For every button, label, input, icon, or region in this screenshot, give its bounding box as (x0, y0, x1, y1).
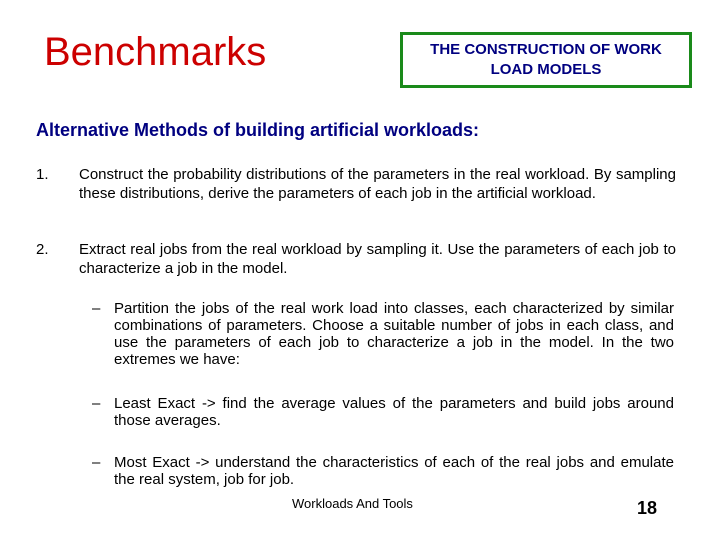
section-subtitle: Alternative Methods of building artificial workloads: (36, 120, 480, 140)
sub-item-text: Partition the jobs of the real work load into classes, each characterized by similar combinations of parameters. Choose a suitable number of jobs in each class, and use the parameters of each job to characterize a job in the model. In the two extremes we have: (114, 300, 674, 368)
sub-item-3 (92, 454, 674, 488)
page-number: 18 (637, 498, 658, 518)
item-text: Extract real jobs from the real workload by sampling it. Use the parameters of each job to characterize a job in the model. (79, 241, 676, 277)
numbered-item-2 (36, 240, 676, 278)
dash-bullet: – (92, 300, 101, 317)
dash-bullet: – (92, 454, 101, 471)
sub-item-text: Least Exact -> find the average values of the parameters and build jobs around those averages. (114, 395, 674, 429)
sub-item-1 (92, 300, 674, 368)
item-text: Construct the probability distributions of the parameters in the real workload. By sampling these distributions, derive the parameters of each job in the artificial workload. (79, 166, 676, 202)
item-number: 2. (36, 241, 49, 258)
topic-box (400, 32, 692, 88)
numbered-item-1 (36, 165, 676, 203)
item-number: 1. (36, 166, 49, 183)
sub-item-text: Most Exact -> understand the characteristics of each of the real jobs and emulate the real system, job for job. (114, 454, 674, 488)
sub-item-2 (92, 395, 674, 429)
topic-label: THE CONSTRUCTION OF WORK LOAD MODELS (430, 41, 662, 78)
slide-footer: Workloads And Tools (292, 496, 413, 511)
slide-title: Benchmarks (44, 30, 267, 74)
dash-bullet: – (92, 395, 101, 412)
